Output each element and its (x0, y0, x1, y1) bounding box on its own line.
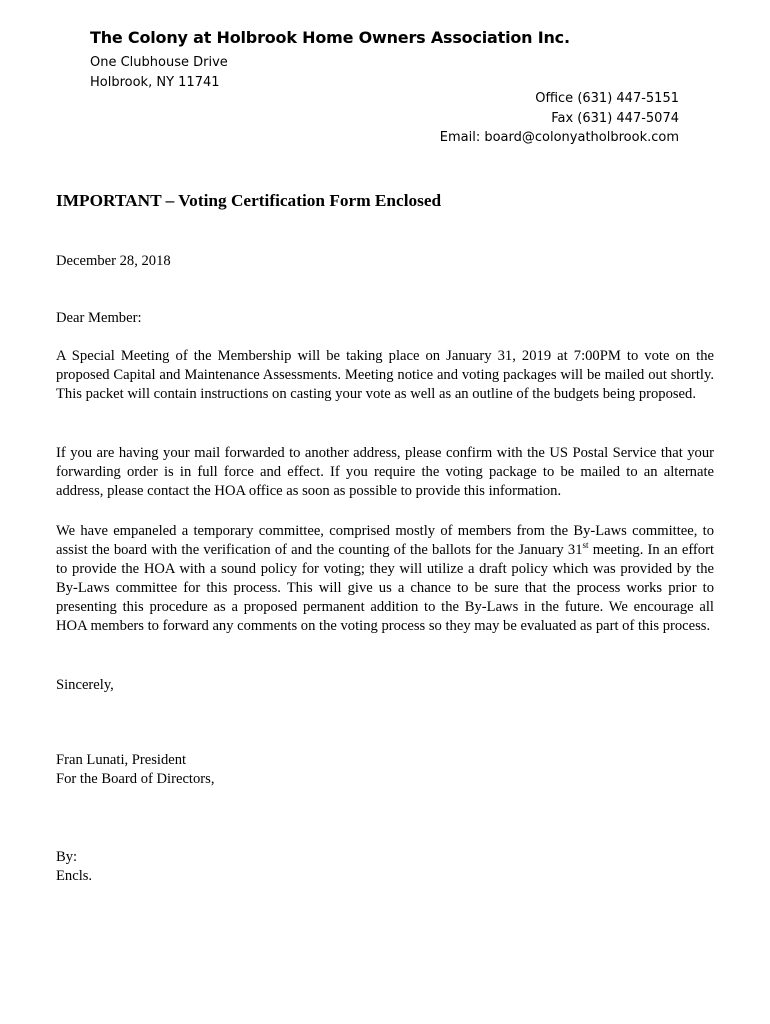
signer-name: Fran Lunati, President (56, 752, 187, 768)
ordinal-suffix: st (582, 540, 589, 551)
paragraph-3-text (56, 522, 714, 636)
paragraph-mail-forwarding (56, 444, 714, 501)
by-label: By: (56, 849, 78, 865)
paragraph-committee (56, 522, 714, 636)
paragraph-1-text: A Special Meeting of the Membership will be taking place on January 31, 2019 at 7:00PM to vote on the proposed Capital and Maintenance Assessments. Meeting notice and voting packages will be mailed out shortly. This packet will contain instructions on casting your vote as well as an outline of the budgets being proposed. (56, 348, 714, 402)
letter-date: December 28, 2018 (56, 253, 171, 269)
address-line-2: Holbrook, NY 11741 (90, 75, 220, 90)
fax-number: Fax (631) 447-5074 (551, 110, 679, 126)
paragraph-meeting (56, 347, 714, 404)
signer-title: For the Board of Directors, (56, 771, 215, 787)
address-line-1: One Clubhouse Drive (90, 55, 228, 70)
contact-block (440, 89, 679, 148)
paragraph-3-part-1: We have empaneled a temporary committee, comprised mostly of members from the By-Laws committee, to assist the board with the verification of and the counting of the ballots for the January 31 (56, 523, 714, 558)
closing: Sincerely, (56, 677, 114, 693)
organization-name: The Colony at Holbrook Home Owners Association Inc. (90, 28, 570, 47)
paragraph-2-text: If you are having your mail forwarded to another address, please confirm with the US Postal Service that your forwarding order is in full force and effect. If you require the voting package to be mailed to an alternate address, please contact the HOA office as soon as possible to provide this information. (56, 445, 714, 499)
letter-subject: IMPORTANT – Voting Certification Form Enclosed (56, 191, 442, 210)
paragraph-3-part-2: meeting. In an effort to provide the HOA with a sound policy for voting; they will utilize a draft policy which was provided by the By-Laws committee for this process. This will give us a chance to be sure that the process works prior to presenting this procedure as a proposed permanent addition to the By-Laws in the future. We encourage all HOA members to forward any comments on the voting process so they may be evaluated as part of this process. (56, 542, 714, 634)
office-phone: Office (631) 447-5151 (535, 91, 679, 106)
email-address: Email: board@colonyatholbrook.com (439, 130, 679, 145)
salutation: Dear Member: (56, 310, 142, 326)
enclosures-label: Encls. (56, 868, 93, 884)
letterhead (90, 28, 570, 93)
